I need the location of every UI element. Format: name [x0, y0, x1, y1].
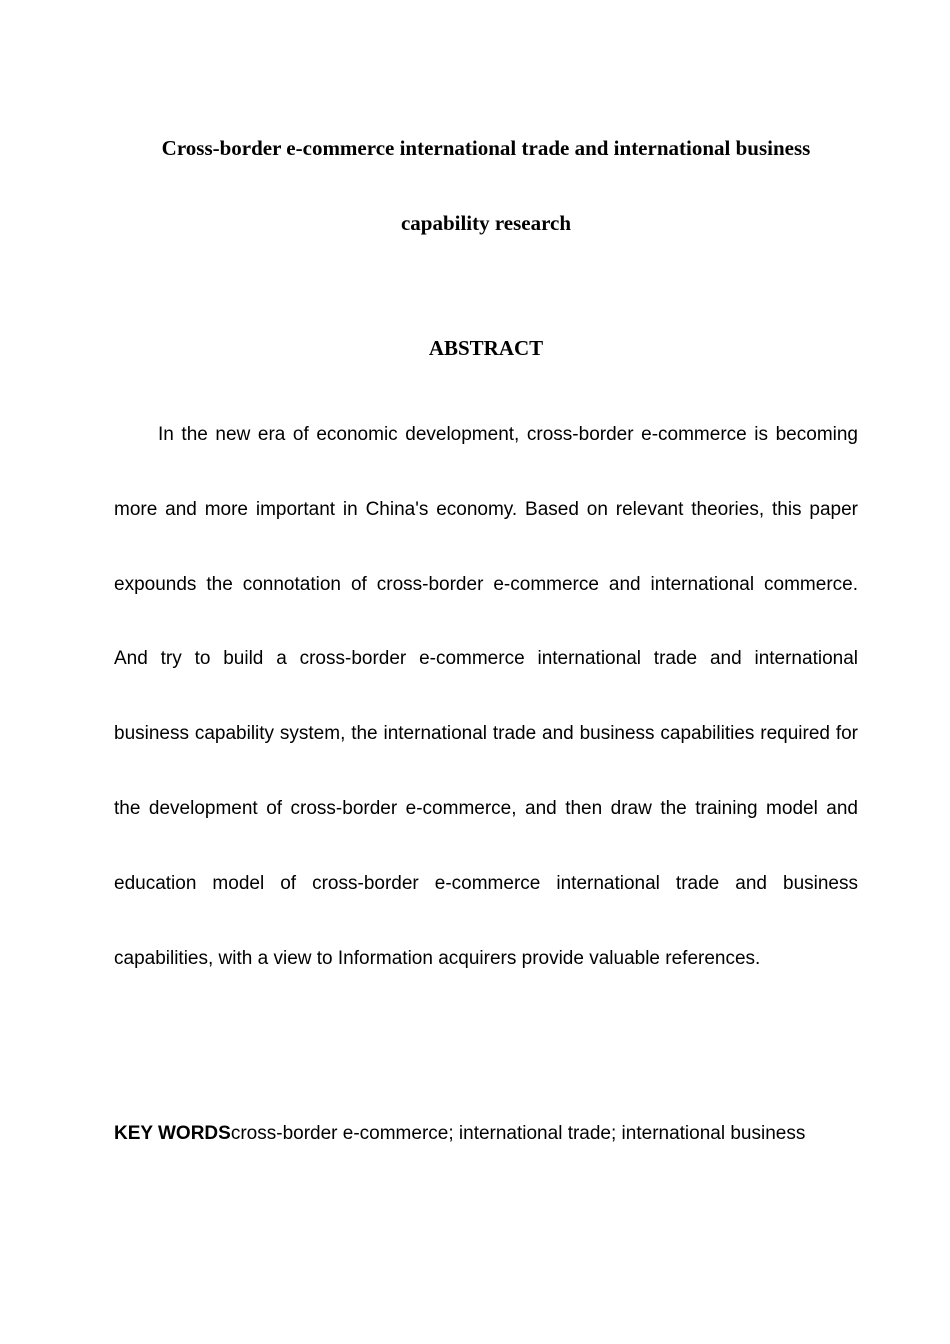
keywords-label: KEY WORDS [114, 1123, 231, 1144]
paper-title-line-1: Cross-border e-commerce international trade and international business [161, 136, 811, 160]
abstract-body: In the new era of economic development, cross-border e-commerce is becoming more and more important in China's economy. Based on relevant theories, this paper expounds the connotation of cross-border e-commerce and international commerce. And try to build a cross-border e-commerce international trade and international business capability system, the international trade and business capabilities required for the development of cross-border e-commerce, and then draw the training model and education model of cross-border e-commerce international trade and business capabilities, with a view to Information acquirers provide valuable references. [114, 424, 858, 969]
keywords-text: cross-border e-commerce; international trade; international business [230, 1123, 806, 1144]
abstract-heading: ABSTRACT [428, 336, 544, 360]
paper-title-line-2: capability research [400, 211, 572, 235]
keywords-line [114, 1123, 874, 1145]
